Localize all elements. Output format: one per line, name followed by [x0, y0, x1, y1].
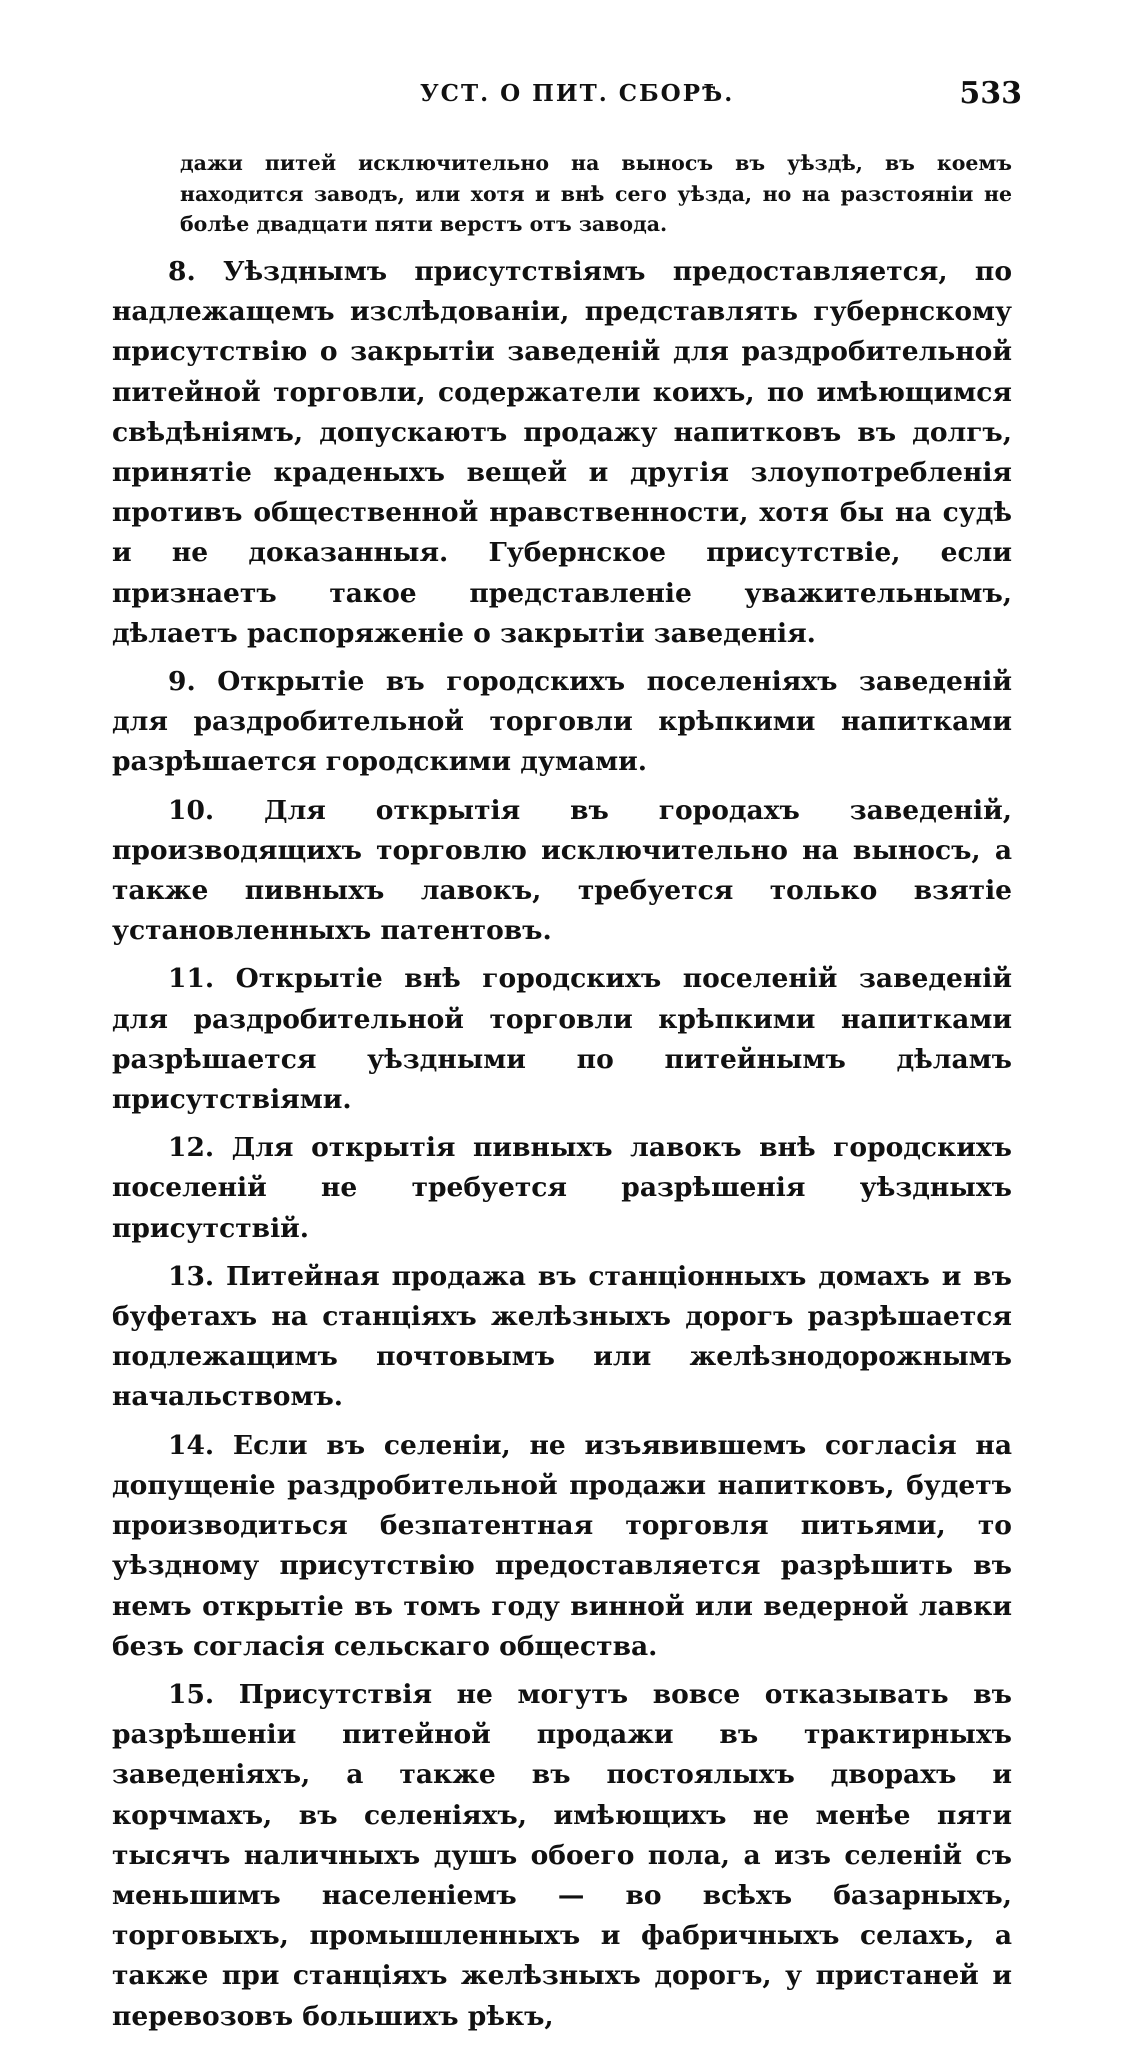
running-title: УСТ. О ПИТ. СБОРѢ. — [420, 80, 735, 107]
article-11: 11. Открытіе внѣ городскихъ поселеній заведеній для раздробительной торговли крѣпкими напитками разрѣшается уѣздными по питейнымъ дѣламъ присутствіями. — [112, 963, 1012, 1116]
article-13: 13. Питейная продажа въ станціонныхъ домахъ и въ буфетахъ на станціяхъ желѣзныхъ дорогъ разрѣшается подлежащимъ почтовымъ или желѣзнодорожнымъ начальствомъ. — [112, 1260, 1012, 1413]
page-number: 533 — [959, 76, 1022, 111]
article-8: 8. Уѣзднымъ присутствіямъ предоставляется, по надлежащемъ изслѣдованіи, представлять губернскому присутствію о закрытіи заведеній для раздробительной питейной торговли, содержатели коихъ, по имѣющимся свѣдѣніямъ, допускаютъ продажу напитковъ въ долгъ, принятіе краденыхъ вещей и другія злоупотребленія противъ общественной нравственности, хотя бы на судѣ и не доказанныя. Губернское присутствіе, если признаетъ такое представленіе уважительнымъ, дѣлаетъ распоряженіе о закрытіи заведенія. — [112, 256, 1012, 649]
articles-list — [112, 252, 1012, 2045]
article-15: 15. Присутствія не могутъ вовсе отказывать въ разрѣшеніи питейной продажи въ трактирныхъ заведеніяхъ, а также въ постоялыхъ дворахъ и корчмахъ, въ селеніяхъ, имѣющихъ не менѣе пяти тысячъ наличныхъ душъ обоего пола, а изъ селеній съ меньшимъ населеніемъ — во всѣхъ базарныхъ, торговыхъ, промышленныхъ и фабричныхъ селахъ, а также при станціяхъ желѣзныхъ дорогъ, у пристаней и перевозовъ большихъ рѣкъ, — [112, 1678, 1012, 2032]
article-12: 12. Для открытія пивныхъ лавокъ внѣ городскихъ поселеній не требуется разрѣшенія уѣздныхъ присутствій. — [112, 1132, 1012, 1244]
article-10: 10. Для открытія въ городахъ заведеній, производящихъ торговлю исключительно на выносъ, а также пивныхъ лавокъ, требуется только взятіе установленныхъ патентовъ. — [112, 794, 1012, 947]
article-14: 14. Если въ селеніи, не изъявившемъ согласія на допущеніе раздробительной продажи напитковъ, будетъ производиться безпатентная торговля питьями, то уѣздному присутствію предоставляется разрѣшить въ немъ открытіе въ томъ году винной или ведерной лавки безъ согласія сельскаго общества. — [112, 1429, 1012, 1662]
continued-fragment: дажи питей исключительно на выносъ въ уѣздѣ, въ коемъ находится заводъ, или хотя и внѣ сего уѣзда, но на разстояніи не болѣе двадцати пяти верстъ отъ завода. — [180, 151, 1012, 236]
article-9: 9. Открытіе въ городскихъ поселеніяхъ заведеній для раздробительной торговли крѣпкими напитками разрѣшается городскими думами. — [112, 666, 1012, 778]
